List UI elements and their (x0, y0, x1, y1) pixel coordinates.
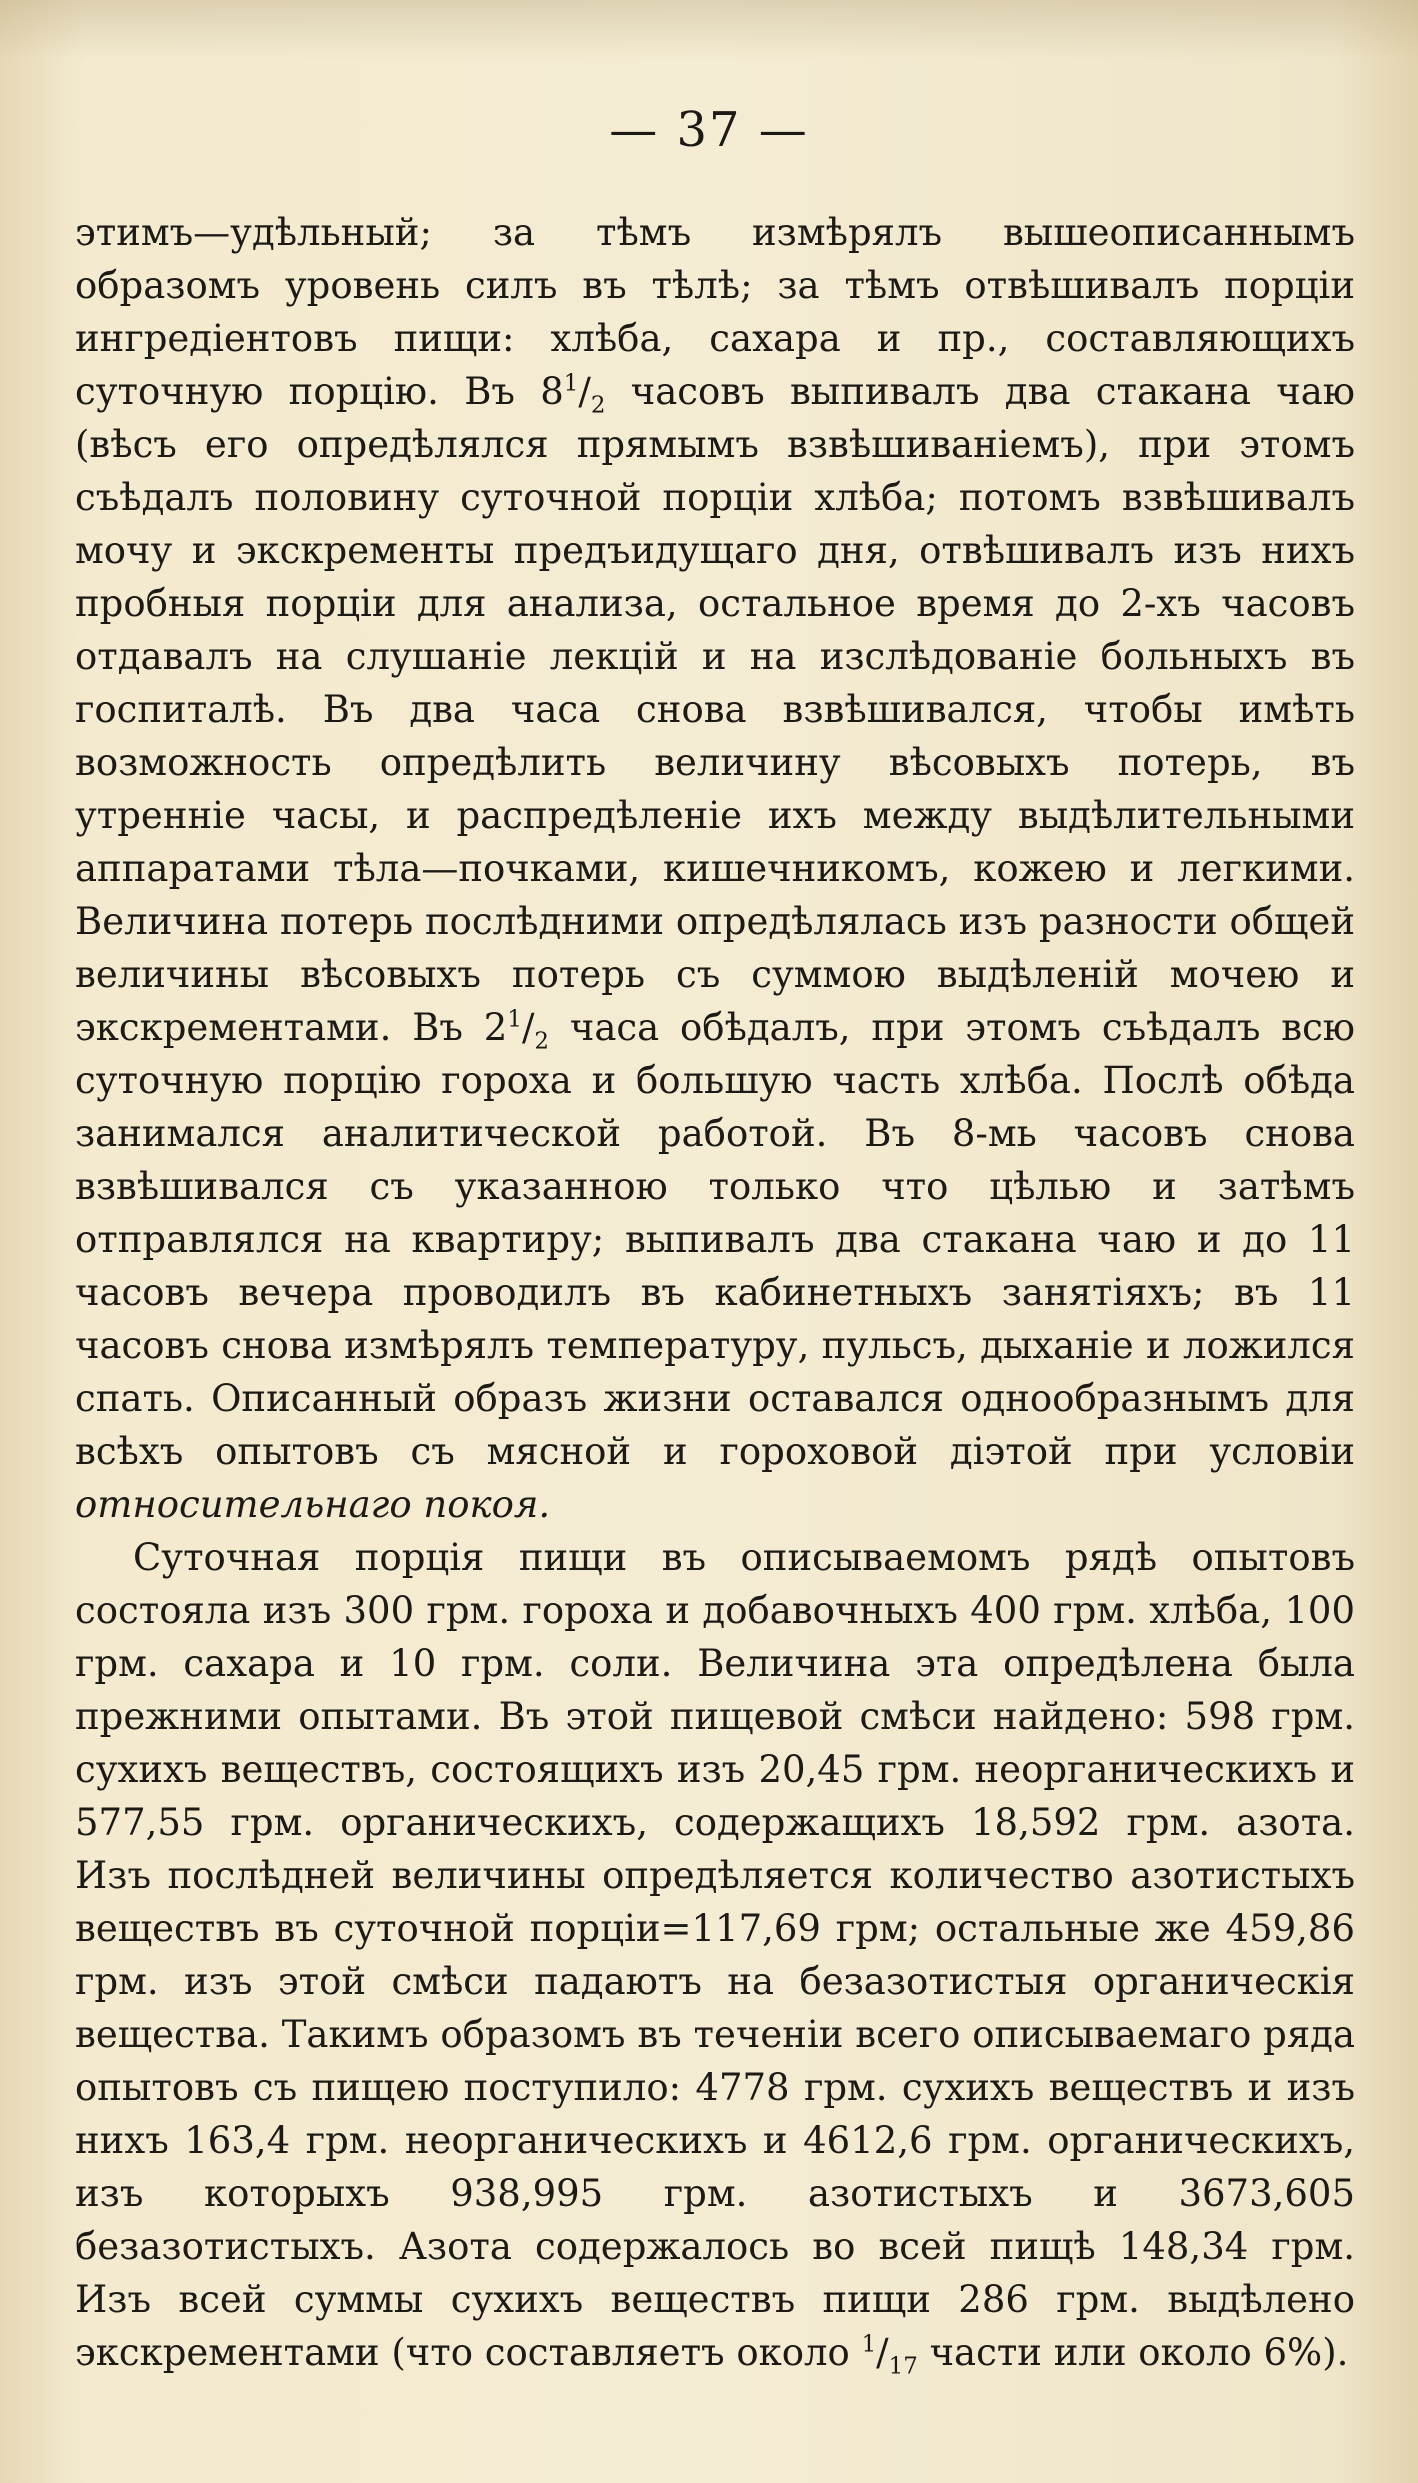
fraction-numerator: 1 (861, 2331, 877, 2358)
fraction-numerator: 1 (563, 370, 579, 397)
fraction-numerator: 1 (507, 1006, 522, 1033)
fraction-slash: / (578, 370, 591, 413)
page-number: — 37 — (609, 102, 809, 158)
paragraph-daily-routine (75, 206, 1355, 1531)
fraction-slash: / (876, 2331, 889, 2374)
paragraph2-text-part2: части или около 6%). (917, 2331, 1349, 2374)
fraction-denominator: 2 (534, 1028, 549, 1055)
fraction-denominator: 17 (888, 2353, 918, 2380)
body-text (75, 206, 1355, 2379)
paragraph1-text-part2: часовъ выпивалъ два стакана чаю (вѣсъ его опредѣлялся прямымъ взвѣшиваніемъ), при этомъ съѣдалъ половину суточной порціи хлѣба; потомъ взвѣшивалъ мочу и экскременты предъидущаго дня, отвѣшивалъ изъ нихъ пробныя порціи для анализа, остальное время до 2-хъ часовъ отдавалъ на слушаніе лекцій и на изслѣдованіе больныхъ въ госпиталѣ. Въ два часа снова взвѣшивался, чтобы имѣть возможность опредѣлить величину вѣсовыхъ потерь, въ утренніе часы, и распредѣленіе ихъ между выдѣлительными аппаратами тѣла—почками, кишечникомъ, кожею и легкими. Величина потерь послѣдними опредѣлялась изъ разности общей величины вѣсовыхъ потерь съ суммою выдѣленій мочею и экскрементами. Въ 2 (75, 370, 1355, 1049)
paragraph2-text-part1: Суточная порція пищи въ описываемомъ рядѣ опытовъ состояла изъ 300 грм. гороха и добавочныхъ 400 грм. хлѣба, 100 грм. сахара и 10 грм. соли. Величина эта опредѣлена была прежними опытами. Въ этой пищевой смѣси найдено: 598 грм. сухихъ веществъ, состоящихъ изъ 20,45 грм. неорганическихъ и 577,55 грм. органическихъ, содержащихъ 18,592 грм. азота. Изъ послѣдней величины опредѣляется количество азотистыхъ веществъ въ суточной порціи=117,69 грм; остальные же 459,86 грм. изъ этой смѣси падаютъ на безазотистыя органическія вещества. Такимъ образомъ въ теченіи всего описываемаго ряда опытовъ съ пищею поступило: 4778 грм. сухихъ веществъ и изъ нихъ 163,4 грм. неорганическихъ и 4612,6 грм. органическихъ, изъ которыхъ 938,995 грм. азотистыхъ и 3673,605 безазотистыхъ. Азота содержалось во всей пищѣ 148,34 грм. Изъ всей суммы сухихъ веществъ пищи 286 грм. выдѣлено экскрементами (что составляетъ около (75, 1536, 1355, 2374)
paragraph1-text-part3: часа обѣдалъ, при этомъ съѣдалъ всю суточную порцію гороха и большую часть хлѣба. Послѣ обѣда занимался аналитической работой. Въ 8-мь часовъ снова взвѣшивался съ указанною только что цѣлью и затѣмъ отправлялся на квартиру; выпивалъ два стакана чаю и до 11 часовъ вечера проводилъ въ кабинетныхъ занятіяхъ; въ 11 часовъ снова измѣрялъ температуру, пульсъ, дыханіе и ложился спать. Описанный образъ жизни оставался однообразнымъ для всѣхъ опытовъ съ мясной и гороховой діэтой при условіи (75, 1006, 1355, 1473)
italic-phrase: относительнаго покоя. (75, 1483, 551, 1526)
fraction-denominator: 2 (590, 392, 606, 419)
paragraph-daily-ration (75, 1531, 1355, 2379)
fraction-slash: / (521, 1006, 535, 1049)
paragraph1-text-part1: этимъ—удѣльный; за тѣмъ измѣрялъ вышеописаннымъ образомъ уровень силъ въ тѣлѣ; за тѣмъ отвѣшивалъ порціи ингредіентовъ пищи: хлѣба, сахара и пр., составляющихъ суточную порцію. Въ 8 (75, 211, 1355, 413)
